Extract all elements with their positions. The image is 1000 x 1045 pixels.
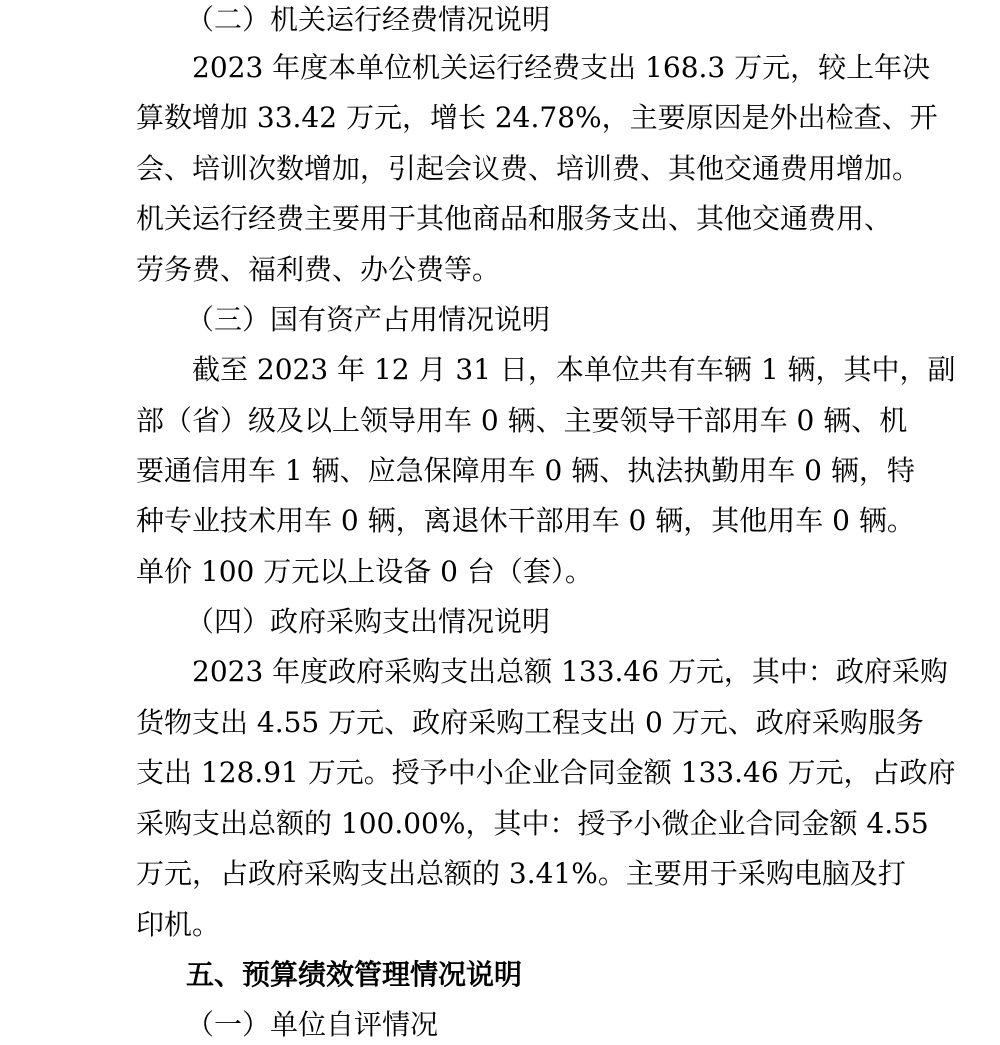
paragraph-line: 采购支出总额的 100.00%，其中：授予小微企业合同金额 4.55: [136, 807, 929, 840]
chapter-heading-performance-management: 五、预算绩效管理情况说明: [186, 958, 523, 991]
paragraph-line: 印机。: [136, 908, 221, 941]
paragraph-line: 种专业技术用车 0 辆，离退休干部用车 0 辆，其他用车 0 辆。: [136, 504, 915, 537]
section-heading-state-assets: （三）国有资产占用情况说明: [186, 303, 551, 336]
paragraph-line: 单价 100 万元以上设备 0 台（套）。: [136, 555, 593, 588]
paragraph-line: 货物支出 4.55 万元、政府采购工程支出 0 万元、政府采购服务: [136, 706, 924, 739]
section-heading-operating-expenses: （二）机关运行经费情况说明: [186, 3, 551, 36]
paragraph-line: 会、培训次数增加，引起会议费、培训费、其他交通费用增加。: [136, 152, 921, 185]
paragraph-line: 支出 128.91 万元。授予中小企业合同金额 133.46 万元，占政府: [136, 756, 956, 789]
paragraph-line: 部（省）级及以上领导用车 0 辆、主要领导干部用车 0 辆、机: [136, 404, 908, 437]
section-heading-government-procurement: （四）政府采购支出情况说明: [186, 605, 551, 638]
paragraph-line: 万元，占政府采购支出总额的 3.41%。主要用于采购电脑及打: [136, 857, 906, 890]
paragraph-line: 要通信用车 1 辆、应急保障用车 0 辆、执法执勤用车 0 辆，特: [136, 454, 915, 487]
paragraph-line: 截至 2023 年 12 月 31 日，本单位共有车辆 1 辆，其中，副: [136, 353, 956, 386]
paragraph-line: 机关运行经费主要用于其他商品和服务支出、其他交通费用、: [136, 202, 893, 235]
paragraph-line: 2023 年度本单位机关运行经费支出 168.3 万元，较上年决: [136, 51, 931, 84]
paragraph-line: 劳务费、福利费、办公费等。: [136, 253, 501, 286]
section-heading-self-evaluation: （一）单位自评情况: [186, 1008, 439, 1041]
paragraph-line: 算数增加 33.42 万元，增长 24.78%，主要原因是外出检查、开: [136, 101, 938, 134]
paragraph-line: 2023 年度政府采购支出总额 133.46 万元，其中：政府采购: [136, 655, 948, 688]
